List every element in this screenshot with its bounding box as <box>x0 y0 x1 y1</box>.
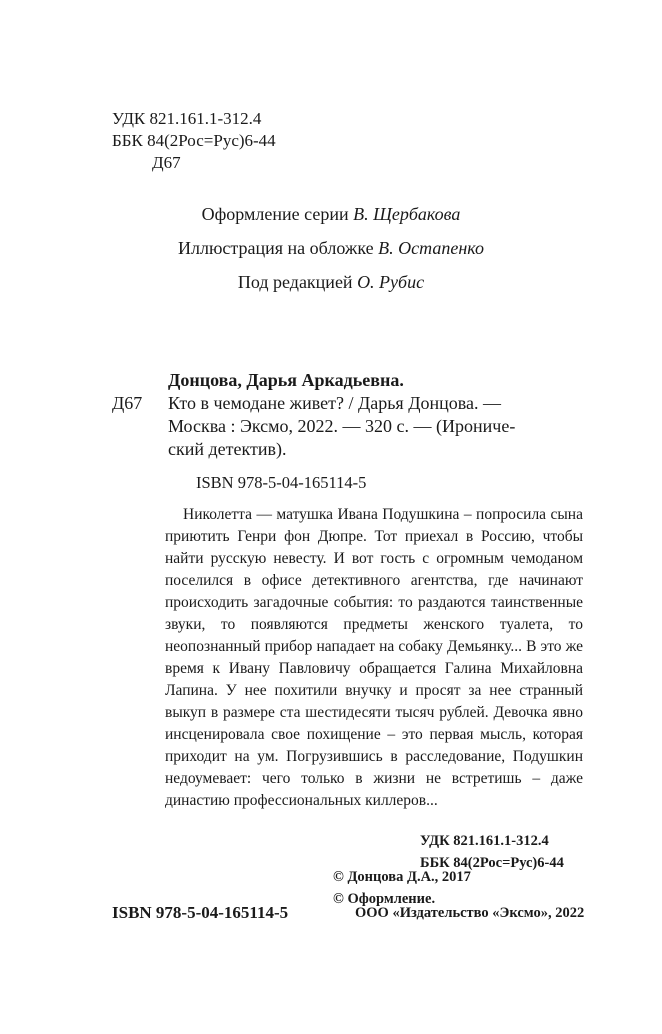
footer-bbk: ББК 84(2Рос=Рус)6-44 <box>420 855 564 871</box>
footer-udk: УДК 821.161.1-312.4 <box>420 833 549 849</box>
copyright-publisher: ООО «Издательство «Эксмо», 2022 <box>355 905 585 921</box>
bib-author: Донцова, Дарья Аркадьевна. <box>168 370 404 390</box>
bbk-code: ББК 84(2Рос=Рус)6-44 <box>112 131 276 150</box>
credit-cover-illustration: Иллюстрация на обложке В. Остапенко <box>178 238 484 258</box>
annotation-text: Николетта — матушка Ивана Подушкина – попросила сына приютить Генри фон Дюпре. Тот приехал в Россию, чтобы найти русскую невесту. И вот гость с огромным чемоданом поселился в офисе детективного агентства, где начинают происходить загадочные события: то раздаются таинственные звуки, то появляются предметы женского туалета, то неопознанный прибор нападает на собаку Демьянку... В это же время к Ивану Павловичу обращается Галина Михайловна Лапина. У нее похитили внучку и просят за нее странный выкуп в размере ста шестидесяти тысяч рублей. Девочка явно инсценировала свое похищение – это первая мысль, которая приходит на ум. Погрузившись в расследование, Подушкин недоумевает: чего только в жизни не встретишь – даже династию профессиональных киллеров... <box>165 506 583 809</box>
annotation <box>165 504 583 812</box>
bib-title-line: Кто в чемодане живет? / Дарья Донцова. — <box>168 393 501 413</box>
bib-series-line: ский детектив). <box>168 439 287 459</box>
bib-mark: Д67 <box>112 393 143 413</box>
footer-isbn: ISBN 978-5-04-165114-5 <box>112 903 289 922</box>
credit-series-design: Оформление серии В. Щербакова <box>201 204 461 224</box>
author-mark: Д67 <box>152 153 181 172</box>
bib-publisher-line: Москва : Эксмо, 2022. — 320 с. — (Ирониче- <box>168 416 516 436</box>
copyright-design: © Оформление. <box>333 891 436 907</box>
udk-code: УДК 821.161.1-312.4 <box>112 109 262 128</box>
copyright-author: © Донцова Д.А., 2017 <box>333 869 471 885</box>
bib-isbn: ISBN 978-5-04-165114-5 <box>196 473 367 492</box>
credit-editor: Под редакцией О. Рубис <box>237 272 425 292</box>
